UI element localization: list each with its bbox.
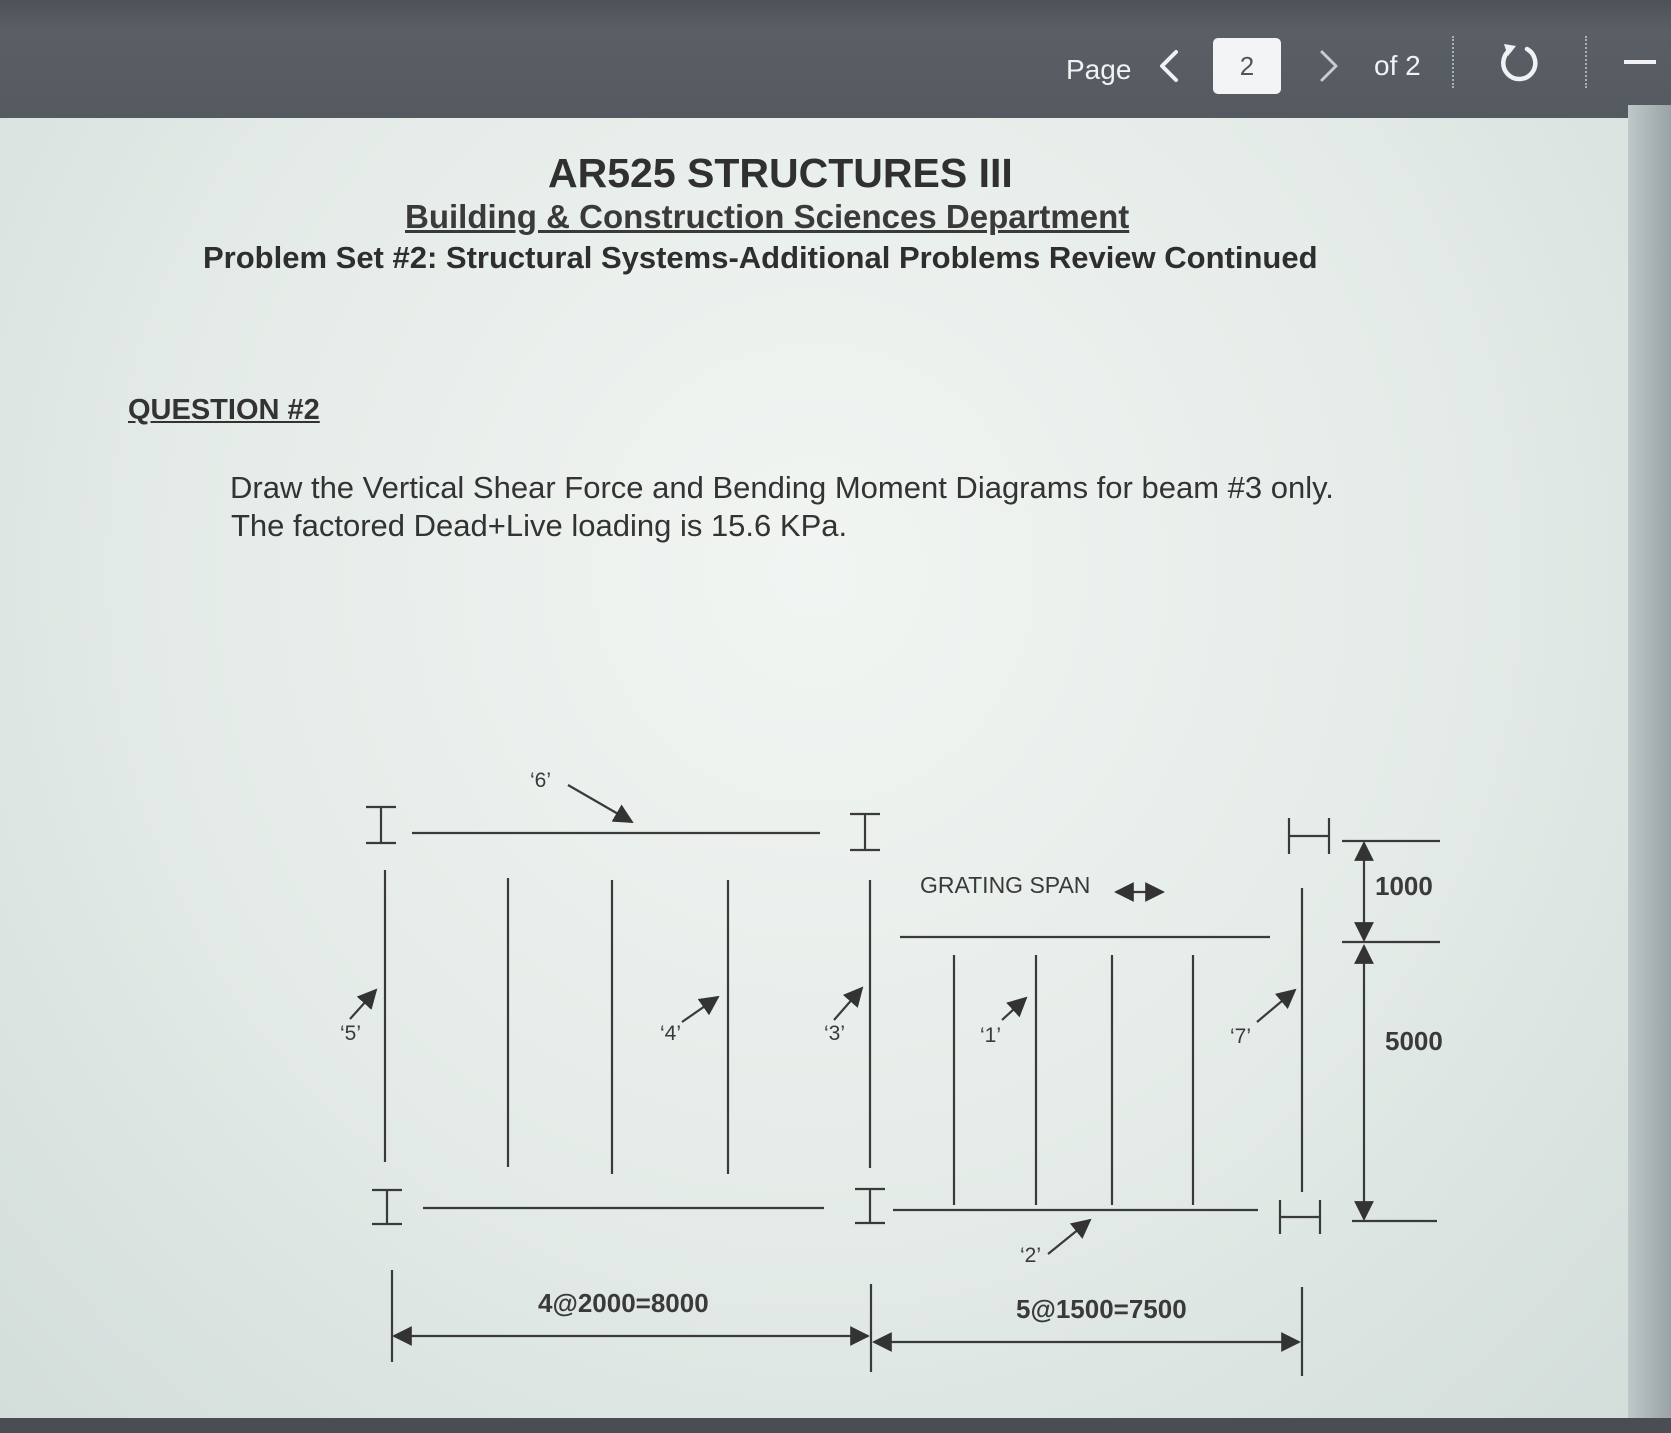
leader-arrow <box>1002 998 1026 1020</box>
member-label-3: ‘3’ <box>824 1022 846 1045</box>
member-label-1: ‘1’ <box>980 1024 1002 1047</box>
member-label-4: ‘4’ <box>660 1022 682 1045</box>
grating-span-label: GRATING SPAN <box>920 872 1091 898</box>
question-text-line: The factored Dead+Live loading is 15.6 KPa. <box>231 508 848 543</box>
leader-arrow <box>350 990 376 1019</box>
problem-set-heading: Problem Set #2: Structural Systems-Additional Problems Review Continued <box>203 240 1318 275</box>
member-label-5: ‘5’ <box>340 1022 362 1045</box>
page-label: Page <box>1066 54 1132 85</box>
page-count-label: of 2 <box>1374 50 1421 81</box>
dimension-label-right-bay: 5@1500=7500 <box>1016 1294 1187 1324</box>
leader-arrow <box>682 997 718 1022</box>
member-label-2: ‘2’ <box>1020 1244 1042 1267</box>
department-heading: Building & Construction Sciences Department <box>405 198 1130 235</box>
course-title: AR525 STRUCTURES III <box>548 150 1013 196</box>
column-symbol <box>1280 1200 1320 1234</box>
leader-arrow <box>1048 1220 1090 1254</box>
leader-arrow <box>568 785 632 822</box>
question-title: QUESTION #2 <box>128 394 320 426</box>
member-label-6: ‘6’ <box>530 769 552 792</box>
dimension-label-left-bay: 4@2000=8000 <box>538 1288 709 1318</box>
column-symbol <box>372 1190 402 1224</box>
leader-arrow <box>834 988 862 1020</box>
dimension-label-1000: 1000 <box>1375 871 1433 901</box>
column-symbol <box>855 1189 885 1223</box>
column-symbol <box>850 814 880 850</box>
leader-arrow <box>1257 990 1295 1022</box>
column-symbol <box>1289 818 1329 854</box>
page-number-input[interactable]: 2 <box>1213 38 1281 94</box>
member-label-7: ‘7’ <box>1230 1025 1252 1048</box>
column-symbol <box>366 807 396 843</box>
question-text-line: Draw the Vertical Shear Force and Bending Moment Diagrams for beam #3 only. <box>230 470 1334 505</box>
dimension-label-5000: 5000 <box>1385 1026 1443 1056</box>
